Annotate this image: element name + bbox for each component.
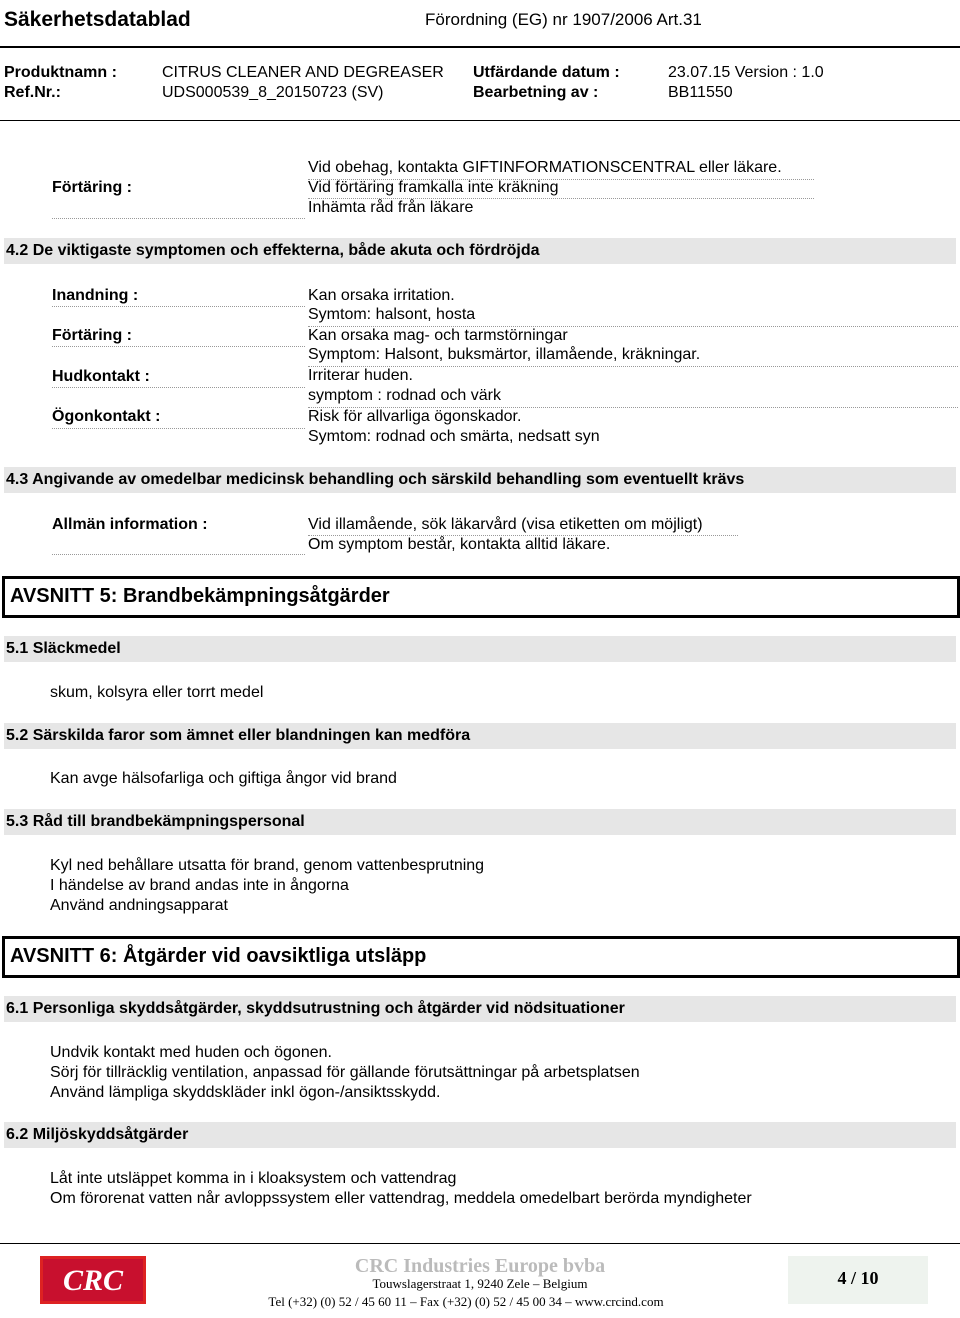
label-underline [52, 306, 305, 307]
inhalation-label: Inandning : [52, 287, 139, 304]
label-underline [52, 428, 305, 429]
section-5-2-bar [4, 723, 956, 749]
section-5-3-line: Använd andningsapparat [50, 897, 228, 914]
ingestion-line: Vid obehag, kontakta GIFTINFORMATIONSCENTRAL eller läkare. [308, 159, 782, 176]
header-rule [0, 46, 960, 48]
company-contact: Tel (+32) (0) 52 / 45 60 11 – Fax (+32) (0) 52 / 45 00 34 – www.crcind.com [268, 1294, 664, 1309]
section-5-1-line: skum, kolsyra eller torrt medel [50, 684, 264, 701]
symptom-line: Kan orsaka mag- och tarmstörningar [308, 327, 568, 344]
symptom-line: symptom : rodnad och värk [308, 387, 501, 404]
eye-contact-label: Ögonkontakt : [52, 408, 161, 425]
ingestion-line: Inhämta råd från läkare [308, 199, 474, 216]
section-5-title: AVSNITT 5: Brandbekämpningsåtgärder [10, 585, 390, 607]
ingestion-symptom-label: Förtäring : [52, 327, 132, 344]
section-5-3-line: I händelse av brand andas inte in ångorna [50, 877, 349, 894]
skin-contact-label: Hudkontakt : [52, 368, 150, 385]
section-5-1-title: 5.1 Släckmedel [6, 640, 121, 657]
ingestion-label: Förtäring : [52, 179, 132, 196]
section-6-2-title: 6.2 Miljöskyddsåtgärder [6, 1126, 189, 1143]
general-info-line: Vid illamående, sök läkarvård (visa etiketten om möjligt) [308, 516, 703, 533]
section-6-title: AVSNITT 6: Åtgärder vid oavsiktliga utsläpp [10, 945, 427, 967]
label-underline [52, 346, 305, 347]
ingestion-line: Vid förtäring framkalla inte kräkning [308, 179, 559, 196]
ref-number-label: Ref.Nr.: [4, 84, 61, 101]
section-5-header [2, 576, 960, 618]
symptom-line: Irriterar huden. [308, 367, 413, 384]
product-name-label: Produktnamn : [4, 64, 117, 81]
label-underline [52, 387, 305, 388]
page-number-box [788, 1256, 928, 1304]
section-6-header [2, 936, 960, 978]
page-number: 4 / 10 [837, 1268, 879, 1288]
label-underline [52, 554, 305, 555]
section-5-2-line: Kan avge hälsofarliga och giftiga ångor vid brand [50, 770, 397, 787]
symptom-line: Symtom: halsont, hosta [308, 306, 476, 323]
section-5-3-bar [4, 809, 956, 835]
company-name: CRC Industries Europe bvba [354, 1255, 606, 1277]
footer-rule [0, 1243, 960, 1244]
company-address: Touwslagerstraat 1, 9240 Zele – Belgium [372, 1276, 588, 1291]
section-4-2-title: 4.2 De viktigaste symptomen och effekterna, både akuta och fördröjda [6, 242, 540, 259]
header-bottom-rule [0, 120, 960, 121]
symptom-line: Risk för allvarliga ögonskador. [308, 408, 522, 425]
section-5-3-line: Kyl ned behållare utsatta för brand, genom vattenbesprutning [50, 857, 485, 874]
section-4-3-bar [4, 467, 956, 493]
crc-logo-text: CRC [62, 1264, 124, 1297]
ref-number-value: UDS000539_8_20150723 (SV) [162, 84, 384, 101]
issue-date-value: 23.07.15 Version : 1.0 [668, 64, 824, 81]
section-6-1-line: Sörj för tillräcklig ventilation, anpassad för gällande förutsättningar på arbetsplatsen [50, 1064, 640, 1081]
edited-by-value: BB11550 [668, 84, 733, 101]
section-4-3-title: 4.3 Angivande av omedelbar medicinsk behandling och särskild behandling som eventuellt krävs [6, 471, 745, 488]
section-6-2-line: Låt inte utsläppet komma in i kloaksystem och vattendrag [50, 1170, 457, 1187]
section-4-2-bar [4, 238, 956, 264]
section-6-1-line: Använd lämpliga skyddskläder inkl ögon-/ansiktsskydd. [50, 1084, 441, 1101]
section-6-2-line: Om förorenat vatten når avloppssystem eller vattendrag, meddela omedelbart berörda myndigheter [50, 1190, 752, 1207]
edited-by-label: Bearbetning av : [473, 84, 599, 101]
section-6-1-title: 6.1 Personliga skyddsåtgärder, skyddsutrustning och åtgärder vid nödsituationer [6, 1000, 625, 1017]
symptom-line: Symptom: Halsont, buksmärtor, illamående, kräkningar. [308, 346, 701, 363]
issue-date-label: Utfärdande datum : [473, 64, 620, 81]
general-info-label: Allmän information : [52, 516, 208, 533]
label-underline [52, 218, 305, 219]
section-5-1-bar [4, 636, 956, 662]
section-6-1-line: Undvik kontakt med huden och ögonen. [50, 1044, 332, 1061]
section-6-2-bar [4, 1122, 956, 1148]
regulation-reference: Förordning (EG) nr 1907/2006 Art.31 [425, 10, 702, 29]
symptom-line: Kan orsaka irritation. [308, 287, 455, 304]
section-5-2-title: 5.2 Särskilda faror som ämnet eller blandningen kan medföra [6, 727, 471, 744]
general-info-line: Om symptom består, kontakta alltid läkare. [308, 536, 611, 553]
section-6-1-bar [4, 996, 956, 1022]
product-name-value: CITRUS CLEANER AND DEGREASER [162, 64, 444, 81]
section-5-3-title: 5.3 Råd till brandbekämpningspersonal [6, 813, 305, 830]
symptom-line: Symtom: rodnad och smärta, nedsatt syn [308, 428, 600, 445]
document-title: Säkerhetsdatablad [4, 8, 191, 31]
